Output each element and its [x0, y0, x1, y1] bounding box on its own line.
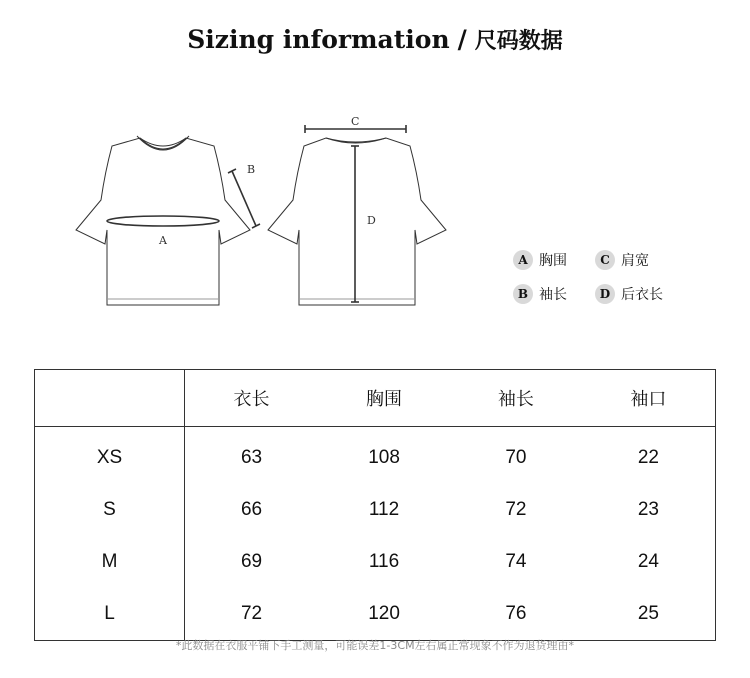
table-cell: 25: [637, 603, 659, 624]
label-c: C: [351, 115, 360, 128]
table-cell: 116: [368, 551, 400, 572]
table-cell: 74: [505, 551, 527, 572]
header-cell: [35, 370, 185, 427]
table-cell: 120: [368, 603, 400, 624]
table-cell: 70: [505, 447, 527, 468]
table-header-row: [35, 370, 716, 427]
table-cell: 66: [240, 499, 263, 520]
legend-badge: D: [595, 284, 615, 304]
table-row: [35, 536, 716, 588]
size-cell: S: [35, 484, 185, 536]
title-chinese: 尺码数据: [474, 29, 563, 54]
front-tshirt-outline: [76, 138, 250, 305]
size-table: [34, 369, 716, 641]
sleeve-measure-line: [232, 171, 256, 226]
size-cell: L: [35, 588, 185, 641]
title-english: Sizing information: [187, 25, 450, 54]
chest-measure-ellipse: [107, 216, 219, 226]
page-title: [0, 24, 750, 55]
measurement-disclaimer: *此数据在衣服平铺下手工测量，可能误差1-3CM左右属正常现象不作为退货理由*: [175, 639, 575, 652]
header-cell: 衣长: [185, 370, 319, 427]
header-cell: 胸围: [318, 370, 450, 427]
legend-badge: B: [513, 284, 533, 304]
legend-item-c: [595, 250, 677, 270]
table-cell: 63: [240, 447, 263, 468]
header-cell: 袖口: [582, 370, 716, 427]
table-cell: 72: [505, 499, 527, 520]
legend-item-d: [595, 284, 677, 304]
legend-item-b: [513, 284, 595, 304]
legend-item-a: [513, 250, 595, 270]
table-cell: 24: [637, 551, 659, 572]
legend-label: 胸围: [539, 253, 567, 269]
label-d: D: [367, 214, 376, 227]
legend-label: 袖长: [539, 287, 567, 303]
table-row: [35, 427, 716, 485]
legend-badge: A: [513, 250, 533, 270]
legend-label: 后衣长: [621, 287, 663, 303]
table-row: [35, 588, 716, 641]
legend-badge: C: [595, 250, 615, 270]
label-b: B: [247, 163, 256, 176]
header-cell: 袖长: [450, 370, 582, 427]
back-tshirt-outline: [268, 138, 446, 305]
table-cell: 108: [368, 447, 400, 468]
size-cell: M: [35, 536, 185, 588]
size-cell: XS: [35, 427, 185, 485]
label-a: A: [159, 234, 167, 247]
legend-label: 肩宽: [621, 253, 649, 269]
measurement-legend: [513, 250, 677, 318]
table-row: [35, 484, 716, 536]
table-cell: 69: [240, 551, 263, 572]
table-cell: 72: [240, 603, 263, 624]
table-cell: 22: [637, 447, 659, 468]
table-cell: 23: [637, 499, 659, 520]
table-cell: 112: [368, 499, 400, 520]
title-separator: /: [457, 25, 467, 54]
table-cell: 76: [505, 603, 527, 624]
